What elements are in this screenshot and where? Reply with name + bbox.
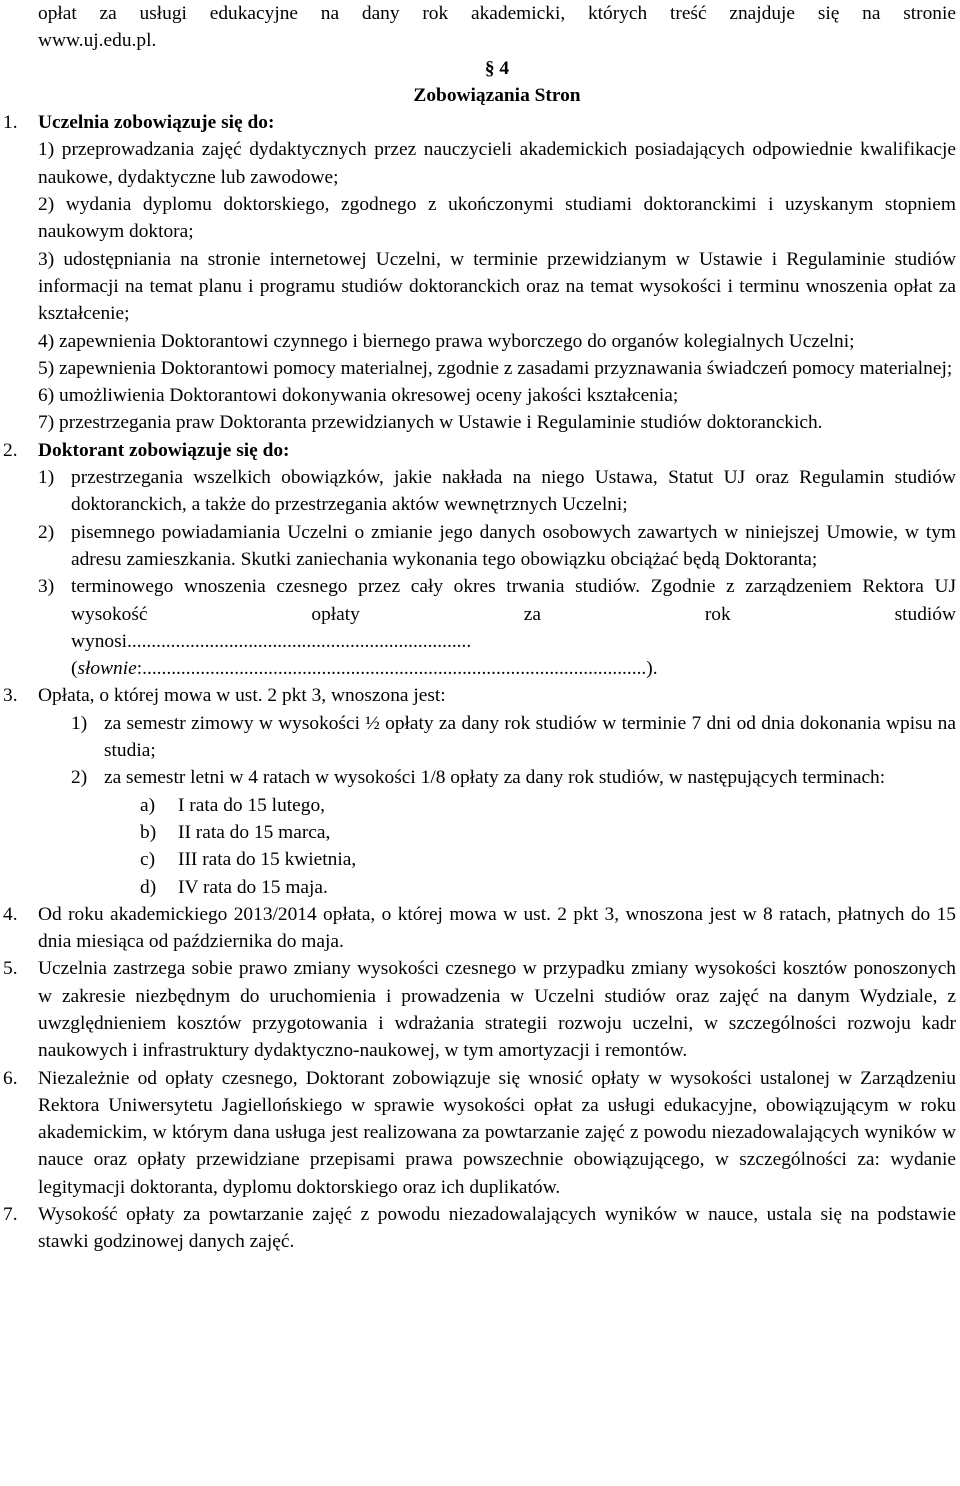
s3-subitem-d-text: IV rata do 15 maja. bbox=[178, 876, 328, 898]
s3-item-2-text: za semestr letni w 4 ratach w wysokości 1/8 opłaty za dany rok studiów, w następujących terminach: bbox=[104, 767, 886, 789]
s3-subitem-a-text: I rata do 15 lutego, bbox=[178, 794, 326, 816]
section-2-title: Doktorant zobowiązuje się do: bbox=[38, 439, 290, 461]
section-2-number: 2. bbox=[3, 439, 18, 461]
s3-subitem-b bbox=[0, 819, 960, 846]
section-7-number: 7. bbox=[3, 1204, 18, 1226]
section-4-text: Od roku akademickiego 2013/2014 opłata, o której mowa w ust. 2 pkt 3, wnoszona jest w 8 ratach, płatnych do 15 dnia miesiąca od października do maja. bbox=[38, 903, 956, 953]
s3-subitem-c-text: III rata do 15 kwietnia, bbox=[178, 849, 357, 871]
section-3-number: 3. bbox=[3, 685, 18, 707]
s3-subitem-c bbox=[0, 846, 960, 873]
section-heading: Zobowiązania Stron bbox=[413, 84, 581, 106]
s1-item-1-number: 1) bbox=[38, 139, 55, 161]
intro-line-2: www.uj.edu.pl. bbox=[38, 30, 157, 52]
s3-subitem-d-letter: d) bbox=[140, 876, 157, 898]
s2-item-3-words-blank: :........................................................................................................). bbox=[136, 658, 658, 680]
s3-subitem-b-letter: b) bbox=[140, 821, 157, 843]
s1-item-4-text: zapewnienia Doktorantowi czynnego i biernego prawa wyborczego do organów kolegialnych Uczelni; bbox=[59, 330, 855, 352]
s2-item-3-number: 3) bbox=[38, 576, 55, 598]
s1-item-3-number: 3) bbox=[38, 248, 55, 270]
s1-item-1-text: przeprowadzania zajęć dydaktycznych przez nauczycieli akademickich posiadających odpowiednie kwalifikacje naukowe, dydaktyczne lub zawodowe; bbox=[38, 139, 956, 188]
s1-item-7-number: 7) bbox=[38, 412, 55, 434]
s1-item-2-number: 2) bbox=[38, 194, 55, 216]
section-5-number: 5. bbox=[3, 958, 18, 980]
s2-item-2-text: pisemnego powiadamiania Uczelni o zmianie jego danych osobowych zawartych w niniejszej Umowie, w tym adresu zamieszkania. Skutki zaniechania wykonania tego obowiązku obciążać będą Doktoranta; bbox=[71, 521, 956, 570]
section-5 bbox=[0, 955, 960, 1064]
s1-item-2 bbox=[0, 191, 960, 246]
section-6-text: Niezależnie od opłaty czesnego, Doktorant zobowiązuje się wnosić opłaty w wysokości ustalonej w Zarządzeniu Rektora Uniwersytetu Jagiellońskiego w sprawie wysokości opłat za usługi edukacyjne, obowiązującym w roku akademickim, w którym dana usługa jest realizowana za powtarzanie zajęć z powodu niezadowalających wyników w nauce oraz opłaty przewidziane przepisami prawa powszechnie obowiązującego, w szczególności za: wydanie legitymacji doktoranta, dyplomu doktorskiego oraz ich duplikatów. bbox=[38, 1067, 956, 1198]
s3-item-2 bbox=[0, 764, 960, 791]
s1-item-7-text: przestrzegania praw Doktoranta przewidzianych w Ustawie i Regulaminie studiów doktoranckich. bbox=[59, 412, 823, 434]
s3-subitem-d bbox=[0, 874, 960, 901]
s1-item-4-number: 4) bbox=[38, 330, 55, 352]
s2-item-1-number: 1) bbox=[38, 467, 55, 489]
s1-item-1 bbox=[0, 136, 960, 191]
s2-item-3-words-line: (słownie:........................................................................................................). bbox=[71, 658, 658, 680]
s2-item-3-amount-line: wynosi....................................................................... bbox=[71, 630, 472, 652]
s1-item-6-number: 6) bbox=[38, 385, 55, 407]
section-5-text: Uczelnia zastrzega sobie prawo zmiany wysokości czesnego w przypadku zmiany wysokości kosztów ponoszonych w zakresie niezbędnym do uruchomienia i prowadzenia w Uczelni studiów oraz zajęć na danym Wydziale, z uwzględnieniem kosztów przygotowania i wdrażania strategii rozwoju uczelni, w szczególności rozwoju kadr naukowych i infrastruktury dydaktyczno-naukowej, w tym amortyzacji i remontów. bbox=[38, 958, 956, 1062]
s3-subitem-c-letter: c) bbox=[140, 849, 156, 871]
s1-item-6-text: umożliwienia Doktorantowi dokonywania okresowej oceny jakości kształcenia; bbox=[59, 385, 679, 407]
s3-item-1-text: za semestr zimowy w wysokości ½ opłaty za dany rok studiów w terminie 7 dni od dnia dokonania wpisu na studia; bbox=[104, 712, 956, 762]
section-4 bbox=[0, 901, 960, 956]
s3-subitem-b-text: II rata do 15 marca, bbox=[178, 821, 331, 843]
s3-subitem-a bbox=[0, 792, 960, 819]
s2-item-1 bbox=[0, 464, 960, 519]
s2-item-3-words-label: słownie bbox=[77, 658, 137, 680]
section-7-text: Wysokość opłaty za powtarzanie zajęć z powodu niezadowalających wyników w nauce, ustala się na podstawie stawki godzinowej danych zajęć. bbox=[38, 1204, 956, 1253]
s2-item-3-text: terminowego wnoszenia czesnego przez cały okres trwania studiów. Zgodnie z zarządzeniem Rektora UJ wysokość opłaty za rok studiów bbox=[71, 576, 956, 625]
s2-item-2 bbox=[0, 519, 960, 574]
s1-item-7 bbox=[0, 409, 960, 436]
s1-item-5-text: zapewnienia Doktorantowi pomocy materialnej, zgodnie z zasadami przyznawania świadczeń pomocy materialnej; bbox=[59, 357, 953, 379]
s2-item-1-text: przestrzegania wszelkich obowiązków, jakie nakłada na niego Ustawa, Statut UJ oraz Regulamin studiów doktoranckich, a także do przestrzegania aktów wewnętrznych Uczelni; bbox=[71, 467, 956, 516]
section-3-text: Opłata, o której mowa w ust. 2 pkt 3, wnoszona jest: bbox=[38, 685, 446, 707]
section-1-title: Uczelnia zobowiązuje się do: bbox=[38, 112, 275, 134]
section-1-number: 1. bbox=[3, 112, 18, 134]
s2-item-3 bbox=[0, 573, 960, 682]
s1-item-4 bbox=[0, 328, 960, 355]
section-4-number: 4. bbox=[3, 903, 18, 925]
s3-item-1-number: 1) bbox=[71, 712, 88, 734]
s1-item-5-number: 5) bbox=[38, 357, 55, 379]
s1-item-5 bbox=[0, 355, 960, 382]
s3-item-1 bbox=[0, 710, 960, 765]
intro-line-1: opłat za usługi edukacyjne na dany rok akademicki, których treść znajduje się na stronie bbox=[38, 3, 956, 24]
s3-subitem-a-letter: a) bbox=[140, 794, 156, 816]
section-2 bbox=[0, 437, 960, 464]
paragraph-symbol: § 4 bbox=[484, 57, 510, 79]
section-3 bbox=[0, 682, 960, 709]
section-1 bbox=[0, 109, 960, 136]
s1-item-3-text: udostępniania na stronie internetowej Uczelni, w terminie przewidzianym w Ustawie i Regulaminie studiów informacji na temat planu i programu studiów doktoranckich oraz na temat wysokości i terminu wnoszenia opłat za kształcenie; bbox=[38, 248, 956, 325]
s1-item-2-text: wydania dyplomu doktorskiego, zgodnego z ukończonymi studiami doktoranckimi i uzyskanym stopniem naukowym doktora; bbox=[38, 194, 956, 243]
s3-item-2-number: 2) bbox=[71, 767, 88, 789]
s1-item-3 bbox=[0, 246, 960, 328]
section-6-number: 6. bbox=[3, 1067, 18, 1089]
s1-item-6 bbox=[0, 382, 960, 409]
section-7 bbox=[0, 1201, 960, 1256]
s2-item-2-number: 2) bbox=[38, 521, 55, 543]
section-6 bbox=[0, 1065, 960, 1201]
